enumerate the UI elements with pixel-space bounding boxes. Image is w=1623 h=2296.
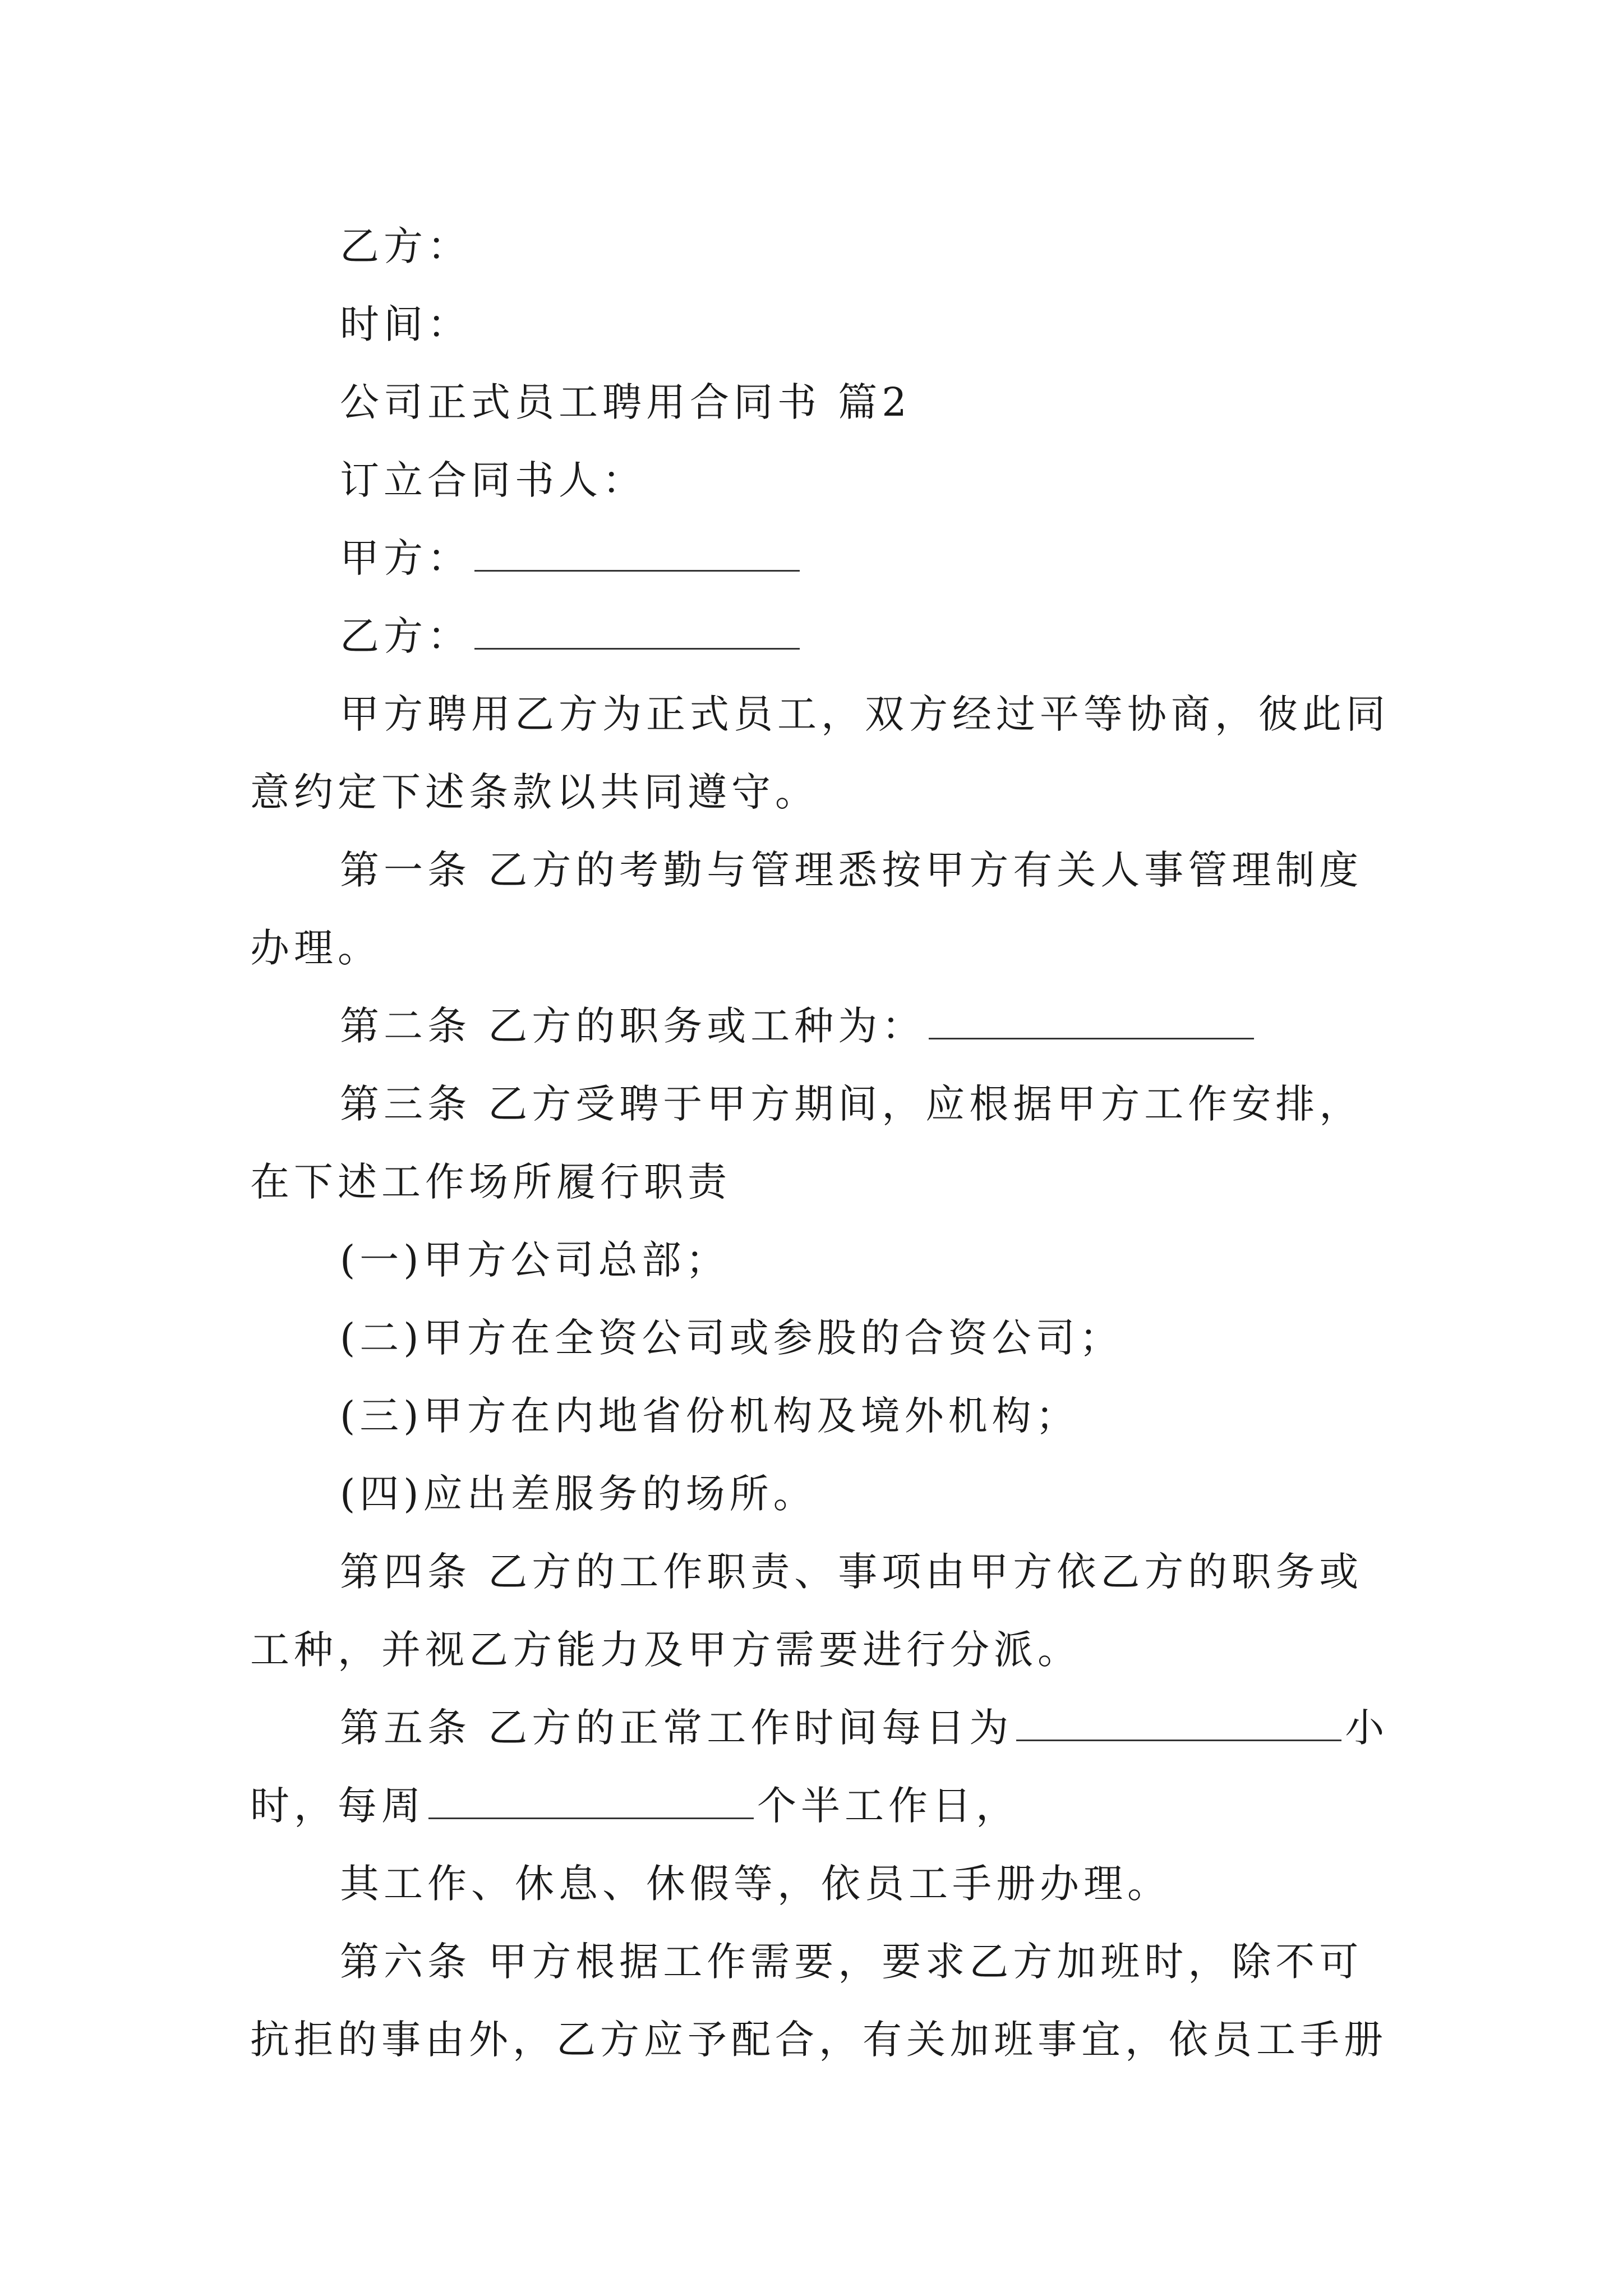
fill-in-blank (474, 536, 800, 572)
text-line: 订立合同书人： (340, 457, 646, 503)
article-3-line: 第三条 乙方受聘于甲方期间，应根据甲方工作安排， (340, 1081, 1363, 1127)
article-6-line: 抗拒的事由外，乙方应予配合，有关加班事宜，依员工手册 (250, 2017, 1387, 2063)
fill-in-blank (428, 1784, 754, 1819)
document-body (250, 208, 1390, 2079)
list-item: (一)甲方公司总部； (340, 1237, 730, 1283)
article-5-line: 时，每周 个半工作日， (250, 1783, 1020, 1829)
text-line: 乙方： (340, 223, 471, 269)
list-item: (三)甲方在内地省份机构及境外机构； (340, 1393, 1080, 1439)
article-6-line: 第六条 甲方根据工作需要，要求乙方加班时，除不可 (340, 1939, 1363, 1985)
party-a-line: 甲方： (250, 519, 1380, 597)
fill-in-blank (929, 1004, 1254, 1039)
article-1-line: 第一条 乙方的考勤与管理悉按甲方有关人事管理制度 (340, 847, 1363, 893)
list-item: (二)甲方在全资公司或参股的合资公司； (340, 1315, 1123, 1361)
list-item: (四)应出差服务的场所。 (340, 1471, 817, 1517)
fill-in-blank (474, 614, 800, 650)
article-3-line: 在下述工作场所履行职责 (250, 1159, 731, 1205)
text-line: 时间： (340, 301, 471, 347)
article-5-line: 第五条 乙方的正常工作时间每日为 小 (340, 1705, 1389, 1751)
paragraph-line: 意约定下述条款以共同遵守。 (250, 769, 819, 815)
section-heading: 公司正式员工聘用合同书 篇2 (340, 379, 911, 425)
article-5-line: 其工作、休息、休假等，依员工手册办理。 (340, 1861, 1171, 1907)
article-4-line: 第四条 乙方的工作职责、事项由甲方依乙方的职务或 (340, 1549, 1363, 1595)
fill-in-blank (1016, 1706, 1341, 1741)
party-b-line: 乙方： (250, 597, 1380, 675)
article-1-line: 办理。 (250, 925, 381, 971)
article-4-line: 工种，并视乙方能力及甲方需要进行分派。 (250, 1627, 1081, 1673)
article-2-line: 第二条 乙方的职务或工种为： (250, 987, 1380, 1065)
paragraph-line: 甲方聘用乙方为正式员工，双方经过平等协商，彼此同 (340, 691, 1390, 737)
